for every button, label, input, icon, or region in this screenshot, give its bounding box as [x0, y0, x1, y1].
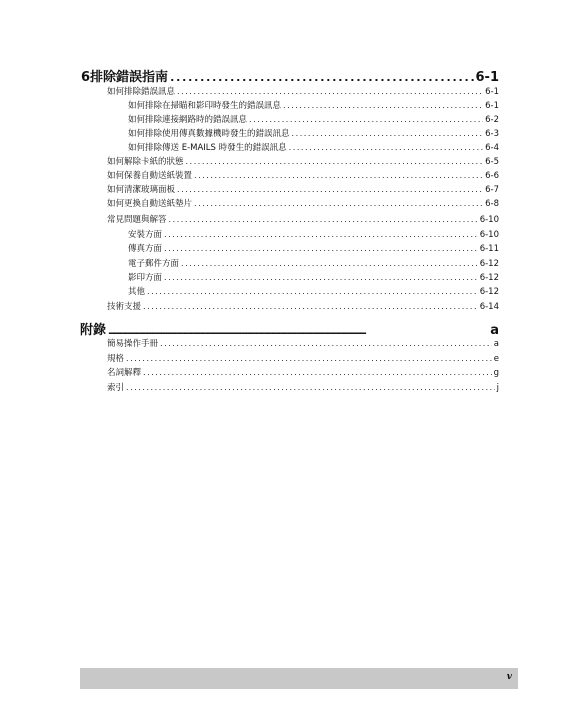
toc-entry-page: 6-3: [485, 129, 499, 139]
toc-entry[interactable]: [128, 228, 499, 240]
toc-entry-label: 如何排除在掃瞄和影印時發生的錯誤訊息: [128, 101, 282, 111]
toc-entry[interactable]: [107, 352, 499, 364]
toc-entry[interactable]: [107, 197, 499, 209]
toc-entry[interactable]: [107, 155, 499, 167]
toc-entry-page: j: [496, 383, 499, 393]
leader-dots: [194, 199, 483, 208]
toc-entry[interactable]: [107, 85, 499, 97]
leader-dots: [164, 230, 478, 239]
leader-dots: [292, 129, 484, 138]
toc-entry[interactable]: [107, 183, 499, 195]
toc-entry-label: 名詞解釋: [107, 368, 142, 378]
leader-dots: [283, 101, 483, 110]
toc-entry[interactable]: [128, 141, 499, 153]
toc-entry-page: e: [493, 354, 499, 364]
toc-entry[interactable]: [128, 271, 499, 283]
toc-entry-label: 如何解除卡紙的狀態: [107, 157, 184, 167]
toc-entry-page: 6-12: [479, 273, 499, 283]
toc-entry-label: 如何排除連接網路時的錯誤訊息: [128, 115, 248, 125]
toc-entry-label: 規格: [107, 354, 125, 364]
toc-entry-label: 常見問題與解答: [107, 215, 167, 225]
toc-entry-label: 簡易操作手冊: [107, 339, 159, 349]
appendix-page: a: [490, 323, 499, 338]
leader-dots: [170, 71, 473, 84]
toc-entry-page: 6-1: [485, 87, 499, 97]
toc-entry[interactable]: [107, 169, 499, 181]
toc-entry-page: g: [493, 368, 499, 378]
toc-entry-label: 如何排除傳送 E-MAILS 時發生的錯誤訊息: [128, 143, 287, 153]
chapter-page: 6-1: [475, 70, 499, 85]
toc-entry[interactable]: [128, 127, 499, 139]
toc-entry-label: 如何保養自動送紙裝置: [107, 171, 193, 181]
toc-entry-page: 6-2: [485, 115, 499, 125]
leader-dots: [126, 354, 492, 363]
toc-entry-page: 6-4: [485, 143, 499, 153]
toc-entry-label: 電子郵件方面: [128, 259, 180, 269]
footer-bar: [80, 668, 518, 689]
toc-entry-page: a: [493, 339, 499, 349]
toc-entry-page: 6-10: [479, 230, 499, 240]
leader-dots: [181, 259, 478, 268]
toc-entry-label: 索引: [107, 383, 125, 393]
toc-entry-label: 如何排除錯誤訊息: [107, 87, 176, 97]
toc-entry-label: 如何排除使用傳真數據機時發生的錯誤訊息: [128, 129, 290, 139]
toc-entry-page: 6-1: [485, 101, 499, 111]
leader-dots: [194, 171, 483, 180]
toc-entry-page: 6-10: [479, 215, 499, 225]
leader-dots: [177, 87, 483, 96]
chapter-title: 排除錯誤指南: [90, 70, 169, 85]
leader-dots: [108, 327, 488, 336]
toc-entry-label: 其他: [128, 287, 146, 297]
toc-entry[interactable]: [128, 99, 499, 111]
leader-dots: [143, 368, 492, 377]
leader-dots: [160, 339, 492, 348]
toc-entry[interactable]: [107, 366, 499, 378]
toc-entry-page: 6-7: [485, 185, 499, 195]
appendix-heading: [80, 319, 499, 338]
footer-page-number: v: [506, 672, 512, 682]
leader-dots: [126, 383, 495, 392]
toc-entry[interactable]: [107, 381, 499, 393]
toc-entry-page: 6-11: [479, 244, 499, 254]
toc-entry-page: 6-5: [485, 157, 499, 167]
toc-entry[interactable]: [128, 285, 499, 297]
toc-entry-label: 影印方面: [128, 273, 163, 283]
toc-entry-label: 如何清潔玻璃面板: [107, 185, 176, 195]
leader-dots: [164, 244, 478, 253]
leader-dots: [147, 287, 478, 296]
leader-dots: [186, 157, 484, 166]
toc-entry-label: 如何更換自動送紙墊片: [107, 199, 193, 209]
toc-entry[interactable]: [128, 113, 499, 125]
toc-entry-label: 安裝方面: [128, 230, 163, 240]
leader-dots: [289, 143, 483, 152]
toc-entry[interactable]: [107, 337, 499, 349]
toc-entry-label: 傳真方面: [128, 244, 163, 254]
toc-entry-page: 6-12: [479, 259, 499, 269]
leader-dots: [177, 185, 483, 194]
chapter-heading: [81, 66, 499, 85]
toc-entry-label: 技術支援: [107, 302, 142, 312]
toc-entry-page: 6-12: [479, 287, 499, 297]
leader-dots: [164, 273, 478, 282]
toc-entry[interactable]: [107, 213, 499, 225]
toc-entry-page: 6-6: [485, 171, 499, 181]
appendix-title: 附錄: [80, 323, 107, 338]
toc-entry-page: 6-14: [479, 302, 499, 312]
toc-entry-page: 6-8: [485, 199, 499, 209]
toc-entry[interactable]: [107, 300, 499, 312]
leader-dots: [249, 115, 483, 124]
leader-dots: [169, 215, 478, 224]
leader-dots: [143, 302, 478, 311]
toc-entry[interactable]: [128, 242, 499, 254]
chapter-number: 6: [81, 70, 91, 85]
toc-entry[interactable]: [128, 257, 499, 269]
